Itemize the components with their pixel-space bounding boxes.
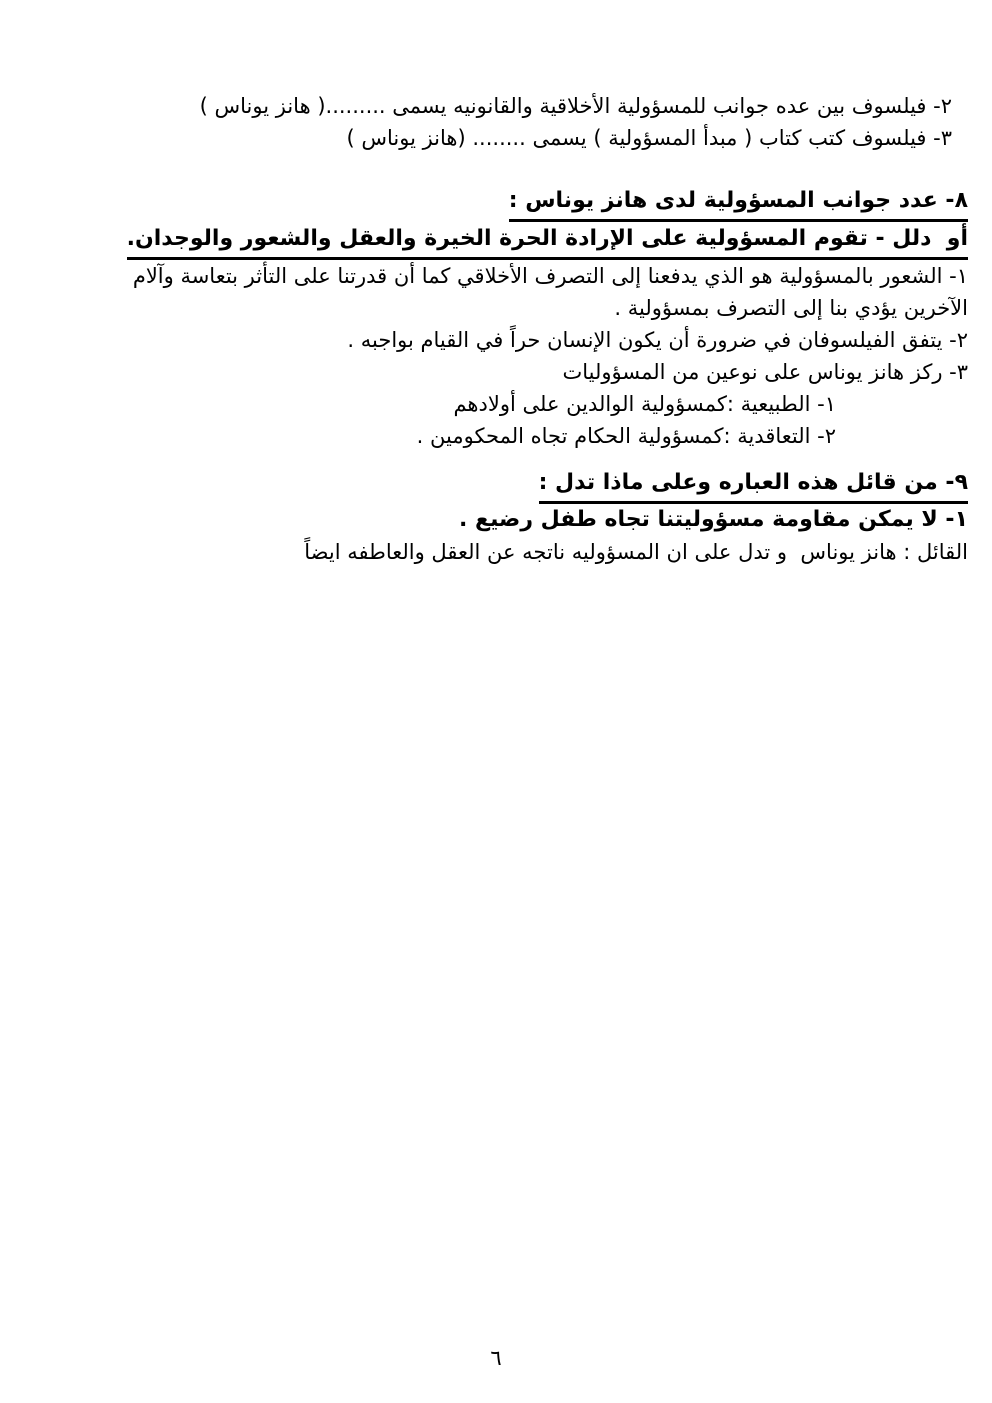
fill-item-3: ٣- فيلسوف كتب كتاب ( مبدأ المسؤولية ) يسمى ........ (هانز يوناس )	[346, 126, 952, 150]
answer-line: القائل : هانز يوناس و تدل على ان المسؤوليه ناتجه عن العقل والعاطفه ايضاً	[304, 540, 968, 564]
question-8-section	[95, 184, 968, 452]
responsibility-type-natural: ١- الطبيعية :كمسؤولية الوالدين على أولادهم	[453, 392, 836, 416]
question-8-heading	[95, 184, 968, 222]
question-8-heading-text: ٨- عدد جوانب المسؤولية لدى هانز يوناس :	[509, 184, 968, 222]
question-9-heading	[95, 466, 968, 504]
fill-item-2: ٢- فيلسوف بين عده جوانب للمسؤولية الأخلاقية والقانونيه يسمى .........( هانز يوناس )	[199, 94, 952, 118]
question-8-alt-heading-text: أو دلل - تقوم المسؤولية على الإرادة الحرة الخيرة والعقل والشعور والوجدان.	[127, 222, 968, 260]
answer-point-2: ٢- يتفق الفيلسوفان في ضرورة أن يكون الإنسان حراً في القيام بواجبه .	[347, 328, 968, 352]
question-9-section	[95, 466, 968, 568]
page-content	[0, 0, 992, 568]
quote-line: ١- لا يمكن مقاومة مسؤوليتنا تجاه طفل رضيع .	[459, 507, 968, 532]
answer-point-1: ١- الشعور بالمسؤولية هو الذي يدفعنا إلى التصرف الأخلاقي كما أن قدرتنا على التأثر بتعاسة وآلام الآخرين يؤدي بنا إلى التصرف بمسؤولية .	[126, 264, 968, 320]
question-8-alt-heading	[95, 222, 968, 260]
page-number: ٦	[490, 1346, 502, 1370]
responsibility-type-contractual: ٢- التعاقدية :كمسؤولية الحكام تجاه المحكومين .	[416, 424, 836, 448]
question-9-heading-text: ٩- من قائل هذه العباره وعلى ماذا تدل :	[539, 466, 968, 504]
answer-point-3: ٣- ركز هانز يوناس على نوعين من المسؤوليات	[562, 360, 968, 384]
fill-in-items	[95, 90, 968, 154]
